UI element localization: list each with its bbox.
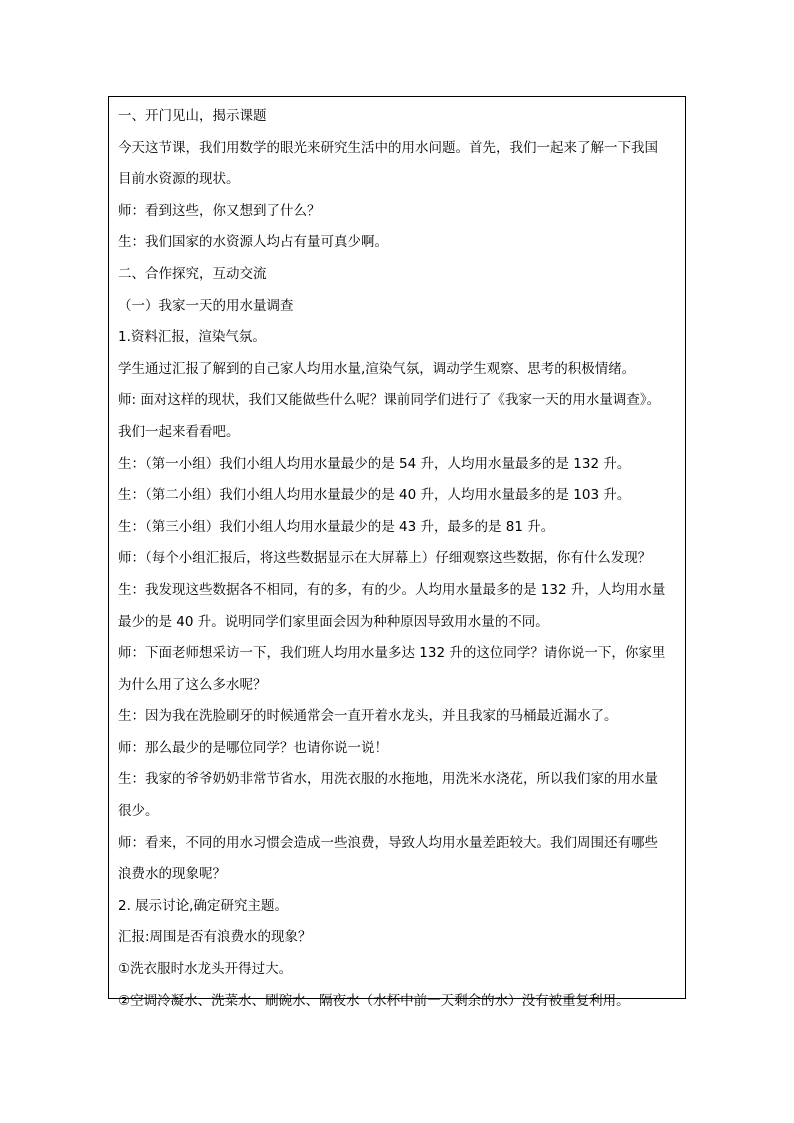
section-heading-1: 一、开门见山，揭示课题 [118, 108, 267, 124]
text-line: 学生通过汇报了解到的自己家人均用水量,渲染气氛，调动学生观察、思考的积极情绪。 [118, 360, 636, 377]
student-line: 生：我发现这些数据各不相同，有的多，有的少。人均用水量最多的是 132 升，人均用水量 [118, 581, 666, 598]
lesson-plan-table-cell [108, 96, 686, 1009]
text-line: 目前水资源的现状。 [118, 171, 240, 188]
student-line: 生：（第三小组）我们小组人均用水量最少的是 43 升，最多的是 81 升。 [118, 518, 555, 535]
student-line: 生：（第二小组）我们小组人均用水量最少的是 40 升，人均用水量最多的是 103 升。 [118, 487, 631, 504]
subsection-heading: （一）我家一天的用水量调查 [118, 297, 294, 314]
list-item: ①洗衣服时水龙头开得过大。 [118, 961, 293, 978]
text-line: 为什么用了这么多水呢？ [118, 676, 267, 693]
student-line: 生：因为我在洗脸刷牙的时候通常会一直开着水龙头，并且我家的马桶最近漏水了。 [118, 708, 618, 725]
student-line: 生：我家的爷爷奶奶非常节省水，用洗衣服的水拖地，用洗米水浇花，所以我们家的用水量 [118, 771, 658, 788]
step-heading-2: 2. 展示讨论,确定研究主题。 [118, 897, 288, 914]
list-item: ②空调冷凝水、洗菜水、刷碗水、隔夜水（水杯中前一天剩余的水）没有被重复利用。 [118, 992, 630, 1009]
report-line: 汇报:周围是否有浪费水的现象？ [118, 929, 312, 946]
text-line: 今天这节课，我们用数学的眼光来研究生活中的用水问题。首先，我们一起来了解一下我国 [118, 139, 658, 156]
section-heading-2: 二、合作探究，互动交流 [118, 265, 267, 282]
teacher-line: 师：看来，不同的用水习惯会造成一些浪费，导致人均用水量差距较大。我们周围还有哪些 [118, 834, 658, 851]
teacher-line: 师: 面对这样的现状，我们又能做些什么呢？课前同学们进行了《我家一天的用水量调查》。 [118, 392, 661, 409]
text-line: 我们一起来看看吧。 [118, 423, 240, 440]
step-heading-1: 1.资料汇报，渲染气氛。 [118, 329, 266, 346]
teacher-line: 师：（每个小组汇报后，将这些数据显示在大屏幕上）仔细观察这些数据，你有什么发现？ [118, 550, 652, 567]
student-line: 生：（第一小组）我们小组人均用水量最少的是 54 升，人均用水量最多的是 132 升。 [118, 455, 631, 472]
teacher-line: 师：下面老师想采访一下，我们班人均用水量多达 132 升的这位同学？请你说一下，你家里 [118, 645, 666, 662]
text-line: 最少的是 40 升。说明同学们家里面会因为种种原因导致用水量的不同。 [118, 613, 549, 630]
teacher-line: 师：看到这些，你又想到了什么？ [118, 202, 321, 219]
text-line: 很少。 [118, 803, 159, 820]
student-line: 生：我们国家的水资源人均占有量可真少啊。 [118, 234, 388, 251]
text-line: 浪费水的现象呢？ [118, 866, 226, 883]
teacher-line: 师：那么最少的是哪位同学？也请你说一说！ [118, 739, 388, 756]
